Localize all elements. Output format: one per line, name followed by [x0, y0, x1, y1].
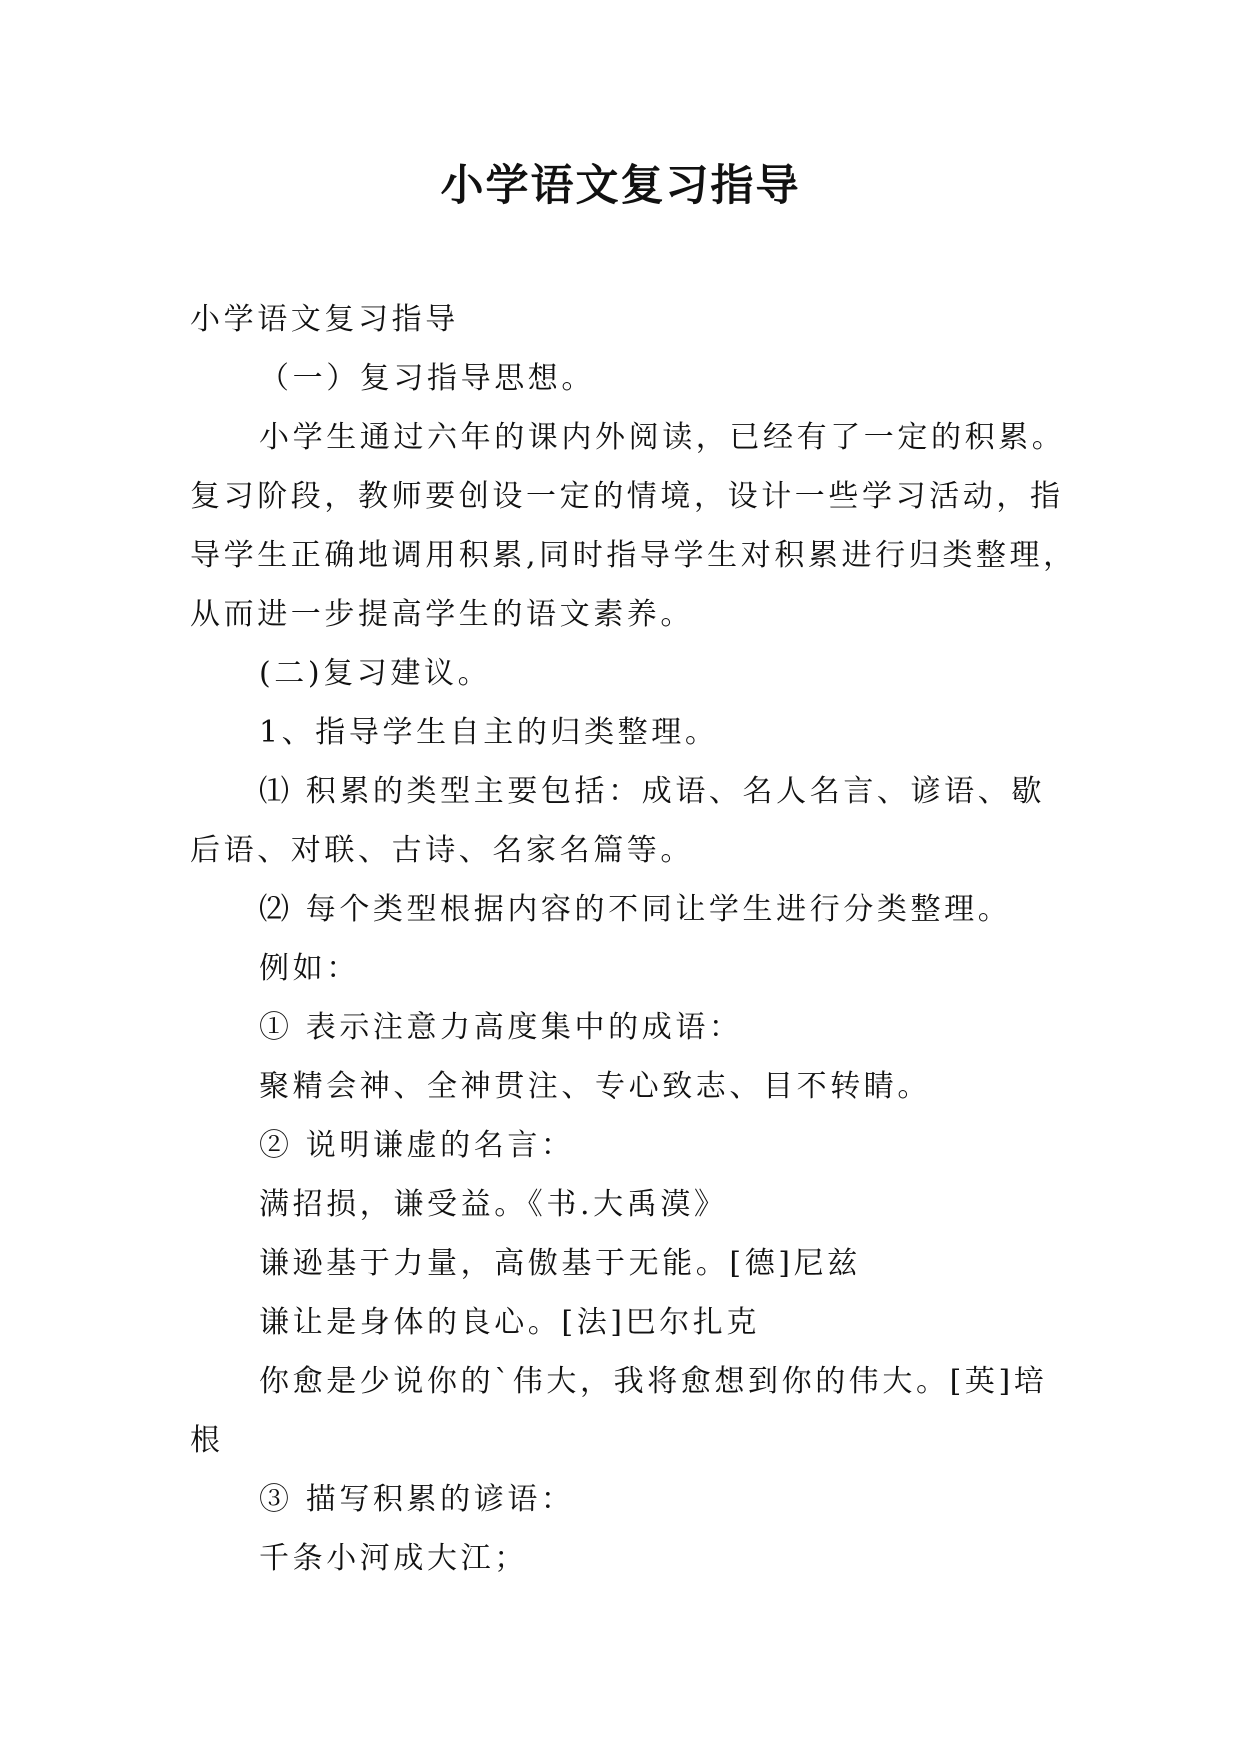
paragraph-line: 小学生通过六年的课内外阅读，已经有了一定的积累。: [259, 420, 1066, 455]
document-body: [190, 290, 1077, 1588]
subheading-guiding-idea: （一）复习指导思想。: [259, 361, 595, 396]
quote-line-continuation: 根: [190, 1423, 224, 1458]
section-heading: 小学语文复习指导: [190, 302, 459, 337]
example-content: 聚精会神、全神贯注、专心致志、目不转睛。: [259, 1069, 931, 1104]
paragraph-line: 复习阶段，教师要创设一定的情境，设计一些学习活动，指: [190, 479, 1064, 514]
example-label: 例如：: [259, 951, 360, 986]
paragraph-line: 导学生正确地调用积累,同时指导学生对积累进行归类整理，: [190, 538, 1077, 573]
example-item: ③ 描写积累的谚语：: [259, 1482, 575, 1517]
example-item: ② 说明谦虚的名言：: [259, 1128, 575, 1163]
example-content: 千条小河成大江；: [259, 1541, 528, 1576]
quote-line: 你愈是少说你的`伟大，我将愈想到你的伟大。[英]培: [259, 1364, 1048, 1399]
subheading-suggestions: (二)复习建议。: [259, 656, 492, 691]
paragraph-line: 从而进一步提高学生的语文素养。: [190, 597, 694, 632]
list-item: 1、指导学生自主的归类整理。: [259, 715, 719, 750]
quote-line: 满招损，谦受益。《书.大禹漠》: [259, 1187, 728, 1222]
example-item: ① 表示注意力高度集中的成语：: [259, 1010, 743, 1045]
quote-line: 谦逊基于力量，高傲基于无能。[德]尼兹: [259, 1246, 861, 1281]
list-item: ⑴ 积累的类型主要包括：成语、名人名言、谚语、歇: [259, 774, 1045, 809]
list-item-continuation: 后语、对联、古诗、名家名篇等。: [190, 833, 694, 868]
quote-line: 谦让是身体的良心。[法]巴尔扎克: [259, 1305, 761, 1340]
list-item: ⑵ 每个类型根据内容的不同让学生进行分类整理。: [259, 892, 1012, 927]
document-title: 小学语文复习指导: [440, 161, 801, 211]
